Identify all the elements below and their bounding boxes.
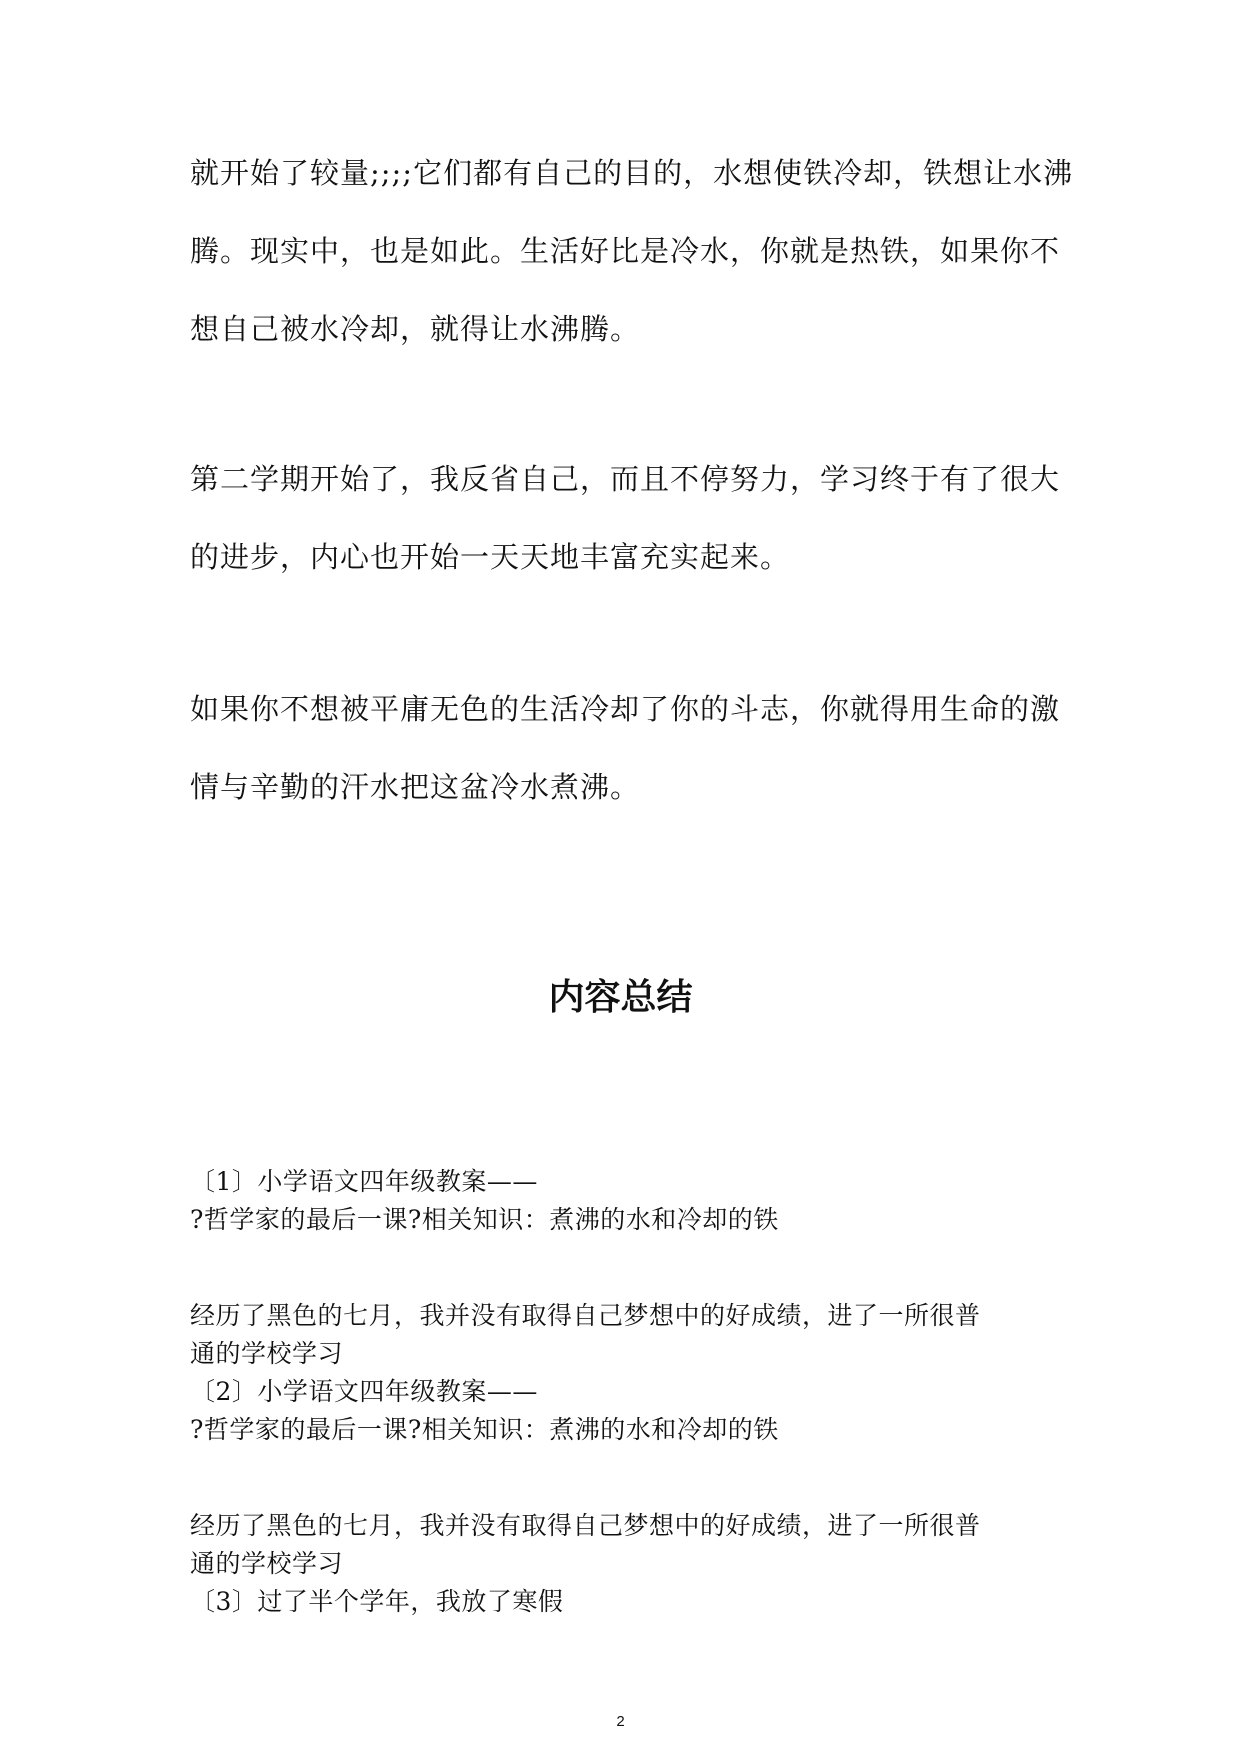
text-line: 通的学校学习	[190, 1339, 344, 1368]
text-line: 〔3〕过了半个学年，我放了寒假	[190, 1587, 564, 1616]
text-line: 经历了黑色的七月，我并没有取得自己梦想中的好成绩，进了一所很普	[190, 1301, 981, 1330]
text-line: 经历了黑色的七月，我并没有取得自己梦想中的好成绩，进了一所很普	[190, 1511, 981, 1540]
body-paragraph-3	[190, 670, 1060, 826]
text-line: 的进步，内心也开始一天天地丰富充实起来。	[190, 540, 791, 574]
text-line: ?哲学家的最后一课?相关知识：煮沸的水和冷却的铁	[190, 1205, 779, 1234]
text-line: 通的学校学习	[190, 1549, 344, 1578]
summary-block-2	[190, 1297, 1060, 1449]
text-line: 〔1〕小学语文四年级教案——	[190, 1167, 538, 1196]
text-line: 第二学期开始了，我反省自己，而且不停努力，学习终于有了很大	[190, 462, 1061, 496]
section-title: 内容总结	[548, 977, 693, 1018]
page-number: 2	[616, 1713, 625, 1730]
summary-block-3	[190, 1507, 1060, 1621]
text-line: 腾。现实中，也是如此。生活好比是冷水，你就是热铁，如果你不	[190, 234, 1061, 268]
body-paragraph-1	[190, 134, 1074, 368]
text-line: 〔2〕小学语文四年级教案——	[190, 1377, 538, 1406]
text-line: 想自己被水冷却，就得让水沸腾。	[190, 312, 641, 346]
text-line: ?哲学家的最后一课?相关知识：煮沸的水和冷却的铁	[190, 1415, 779, 1444]
text-line: 就开始了较量;;;;它们都有自己的目的，水想使铁冷却，铁想让水沸	[190, 156, 1074, 190]
body-paragraph-2	[190, 440, 1060, 596]
text-line: 情与辛勤的汗水把这盆冷水煮沸。	[190, 770, 641, 804]
text-line: 如果你不想被平庸无色的生活冷却了你的斗志，你就得用生命的激	[190, 692, 1061, 726]
summary-block-1	[190, 1163, 1060, 1239]
